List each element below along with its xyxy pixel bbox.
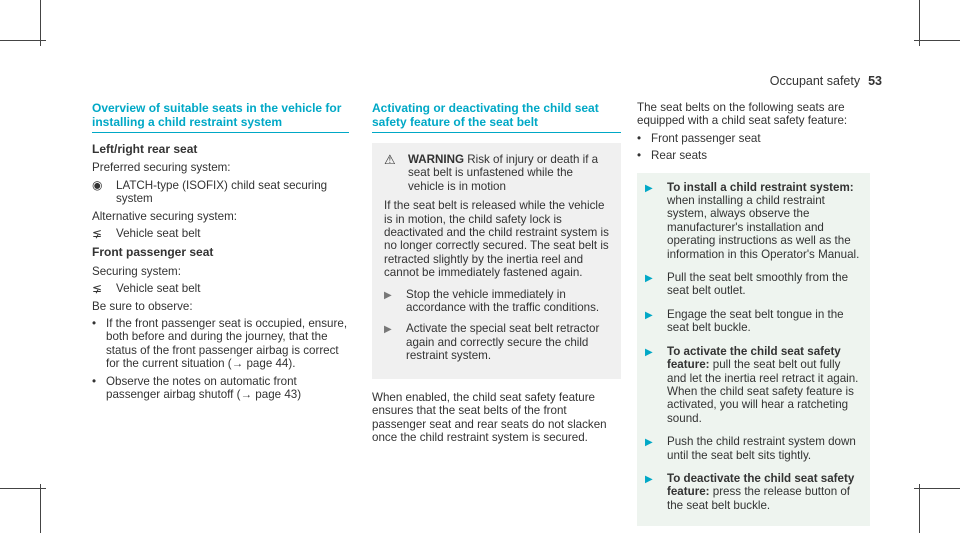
step-text bbox=[667, 472, 862, 512]
page-number: 53 bbox=[868, 74, 882, 88]
alternative-label: Alternative securing system: bbox=[92, 209, 237, 223]
step-arrow-icon: ▶ bbox=[645, 473, 653, 485]
instruction-step bbox=[645, 181, 862, 261]
crop-mark bbox=[40, 0, 41, 46]
section-heading-overview: Overview of suitable seats in the vehicle for installing a child restraint system bbox=[92, 101, 349, 133]
warning-box bbox=[372, 143, 621, 379]
securing-label: Securing system: bbox=[92, 264, 181, 278]
section-title: Occupant safety bbox=[769, 74, 861, 88]
instruction-step bbox=[645, 271, 862, 298]
seat-belt-icon: ⪇ bbox=[92, 281, 103, 296]
seat-belt-icon: ⪇ bbox=[92, 226, 103, 241]
warning-step bbox=[384, 288, 609, 315]
instruction-box bbox=[637, 173, 870, 527]
step-arrow-icon: ▶ bbox=[384, 324, 392, 336]
bullet: • bbox=[637, 131, 642, 145]
bullet-text: If the front passenger seat is occupied, ensure, both before and during the journey, that the status of the front passenger airbag is correct for the current situation (→ page 44). bbox=[106, 317, 348, 371]
page-header bbox=[770, 74, 882, 88]
step-bold: To install a child restraint system: bbox=[667, 180, 854, 194]
warning-title bbox=[408, 153, 609, 193]
step-text: Activate the special seat belt retractor again and correctly secure the child restraint system. bbox=[406, 322, 600, 363]
instruction-step bbox=[645, 472, 862, 512]
step-text: Stop the vehicle immediately in accordance with the traffic conditions. bbox=[406, 287, 600, 315]
preferred-label: Preferred securing system: bbox=[92, 161, 231, 175]
belt-text: Vehicle seat belt bbox=[116, 227, 201, 241]
crop-mark bbox=[919, 484, 920, 533]
warning-label: WARNING bbox=[408, 153, 465, 166]
bullet-text: Front passenger seat bbox=[651, 131, 761, 145]
step-arrow-icon: ▶ bbox=[645, 346, 653, 358]
isofix-text: LATCH-type (ISOFIX) child seat securing system bbox=[116, 178, 328, 206]
section-heading-activating: Activating or deactivating the child seat safety feature of the seat belt bbox=[372, 101, 621, 133]
step-bold: To activate the child seat safety feature: bbox=[667, 344, 841, 372]
warning-triangle-icon: ⚠ bbox=[384, 152, 396, 167]
bullet-text: Observe the notes on automatic front passenger airbag shutoff (→ page 43) bbox=[106, 374, 302, 402]
observe-label: Be sure to observe: bbox=[92, 299, 193, 313]
step-arrow-icon: ▶ bbox=[645, 273, 653, 285]
front-belt-row bbox=[92, 282, 349, 295]
list-item bbox=[637, 132, 870, 145]
step-text: Pull the seat belt smoothly from the seat belt outlet. bbox=[667, 271, 849, 298]
instruction-step bbox=[645, 435, 862, 462]
column-left bbox=[92, 101, 349, 406]
front-belt-text: Vehicle seat belt bbox=[116, 282, 201, 296]
step-arrow-icon: ▶ bbox=[645, 182, 653, 194]
warning-header bbox=[384, 153, 609, 193]
bullet-text: Rear seats bbox=[651, 149, 708, 163]
step-arrow-icon: ▶ bbox=[645, 309, 653, 321]
step-bold: To deactivate the child seat safety feature: bbox=[667, 471, 855, 499]
step-text: Push the child restraint system down until the seat belt sits tightly. bbox=[667, 435, 856, 462]
warning-step bbox=[384, 322, 609, 362]
warning-body: If the seat belt is released while the vehicle is in motion, the child safety lock is deactivated and the child restraint system is no longer correctly secured. The seat belt is retracted slightly by the inertia reel and cannot be immediately fastened again. bbox=[384, 199, 609, 280]
rear-seat-title: Left/right rear seat bbox=[92, 142, 198, 156]
step-body: when installing a child restraint system, always observe the manufacturer's installation and operating instructions as well as the information in this Operator's Manual. bbox=[667, 194, 860, 261]
step-text: Engage the seat belt tongue in the seat belt buckle. bbox=[667, 307, 844, 335]
belt-row bbox=[92, 227, 349, 240]
isofix-anchor-icon: ◉ bbox=[92, 177, 103, 192]
warning-title-text: Risk of injury or death if a seat belt is unfastened while the vehicle is in motion bbox=[408, 153, 599, 193]
step-body: press the release button of the seat belt buckle. bbox=[667, 485, 851, 512]
step-body: pull the seat belt out fully and let the inertia reel retract it again. bbox=[667, 358, 859, 385]
column-right bbox=[637, 101, 870, 526]
step-arrow-icon: ▶ bbox=[384, 289, 392, 301]
step-text bbox=[667, 181, 862, 261]
column-middle bbox=[372, 101, 621, 448]
crop-mark bbox=[914, 488, 960, 489]
after-warning-text: When enabled, the child seat safety feature ensures that the seat belts of the front passenger seat and rear seats do not slacken once the child restraint system is secured. bbox=[372, 390, 607, 444]
bullet: • bbox=[637, 149, 642, 163]
isofix-row bbox=[92, 179, 349, 206]
bullet: • bbox=[92, 374, 97, 388]
step-arrow-icon: ▶ bbox=[645, 437, 653, 449]
front-seat-title: Front passenger seat bbox=[92, 245, 214, 260]
intro-text: The seat belts on the following seats are equipped with a child seat safety feature: bbox=[637, 101, 848, 128]
list-item bbox=[92, 375, 349, 402]
crop-mark bbox=[919, 0, 920, 46]
crop-mark bbox=[40, 484, 41, 533]
instruction-step bbox=[645, 345, 862, 425]
step-body: When the child seat safety feature is activated, you will hear a ratcheting sound. bbox=[667, 384, 854, 425]
list-item bbox=[92, 317, 349, 371]
instruction-step bbox=[645, 308, 862, 335]
bullet: • bbox=[92, 317, 97, 331]
step-text bbox=[667, 345, 862, 425]
crop-mark bbox=[914, 40, 960, 41]
list-item bbox=[637, 149, 870, 162]
